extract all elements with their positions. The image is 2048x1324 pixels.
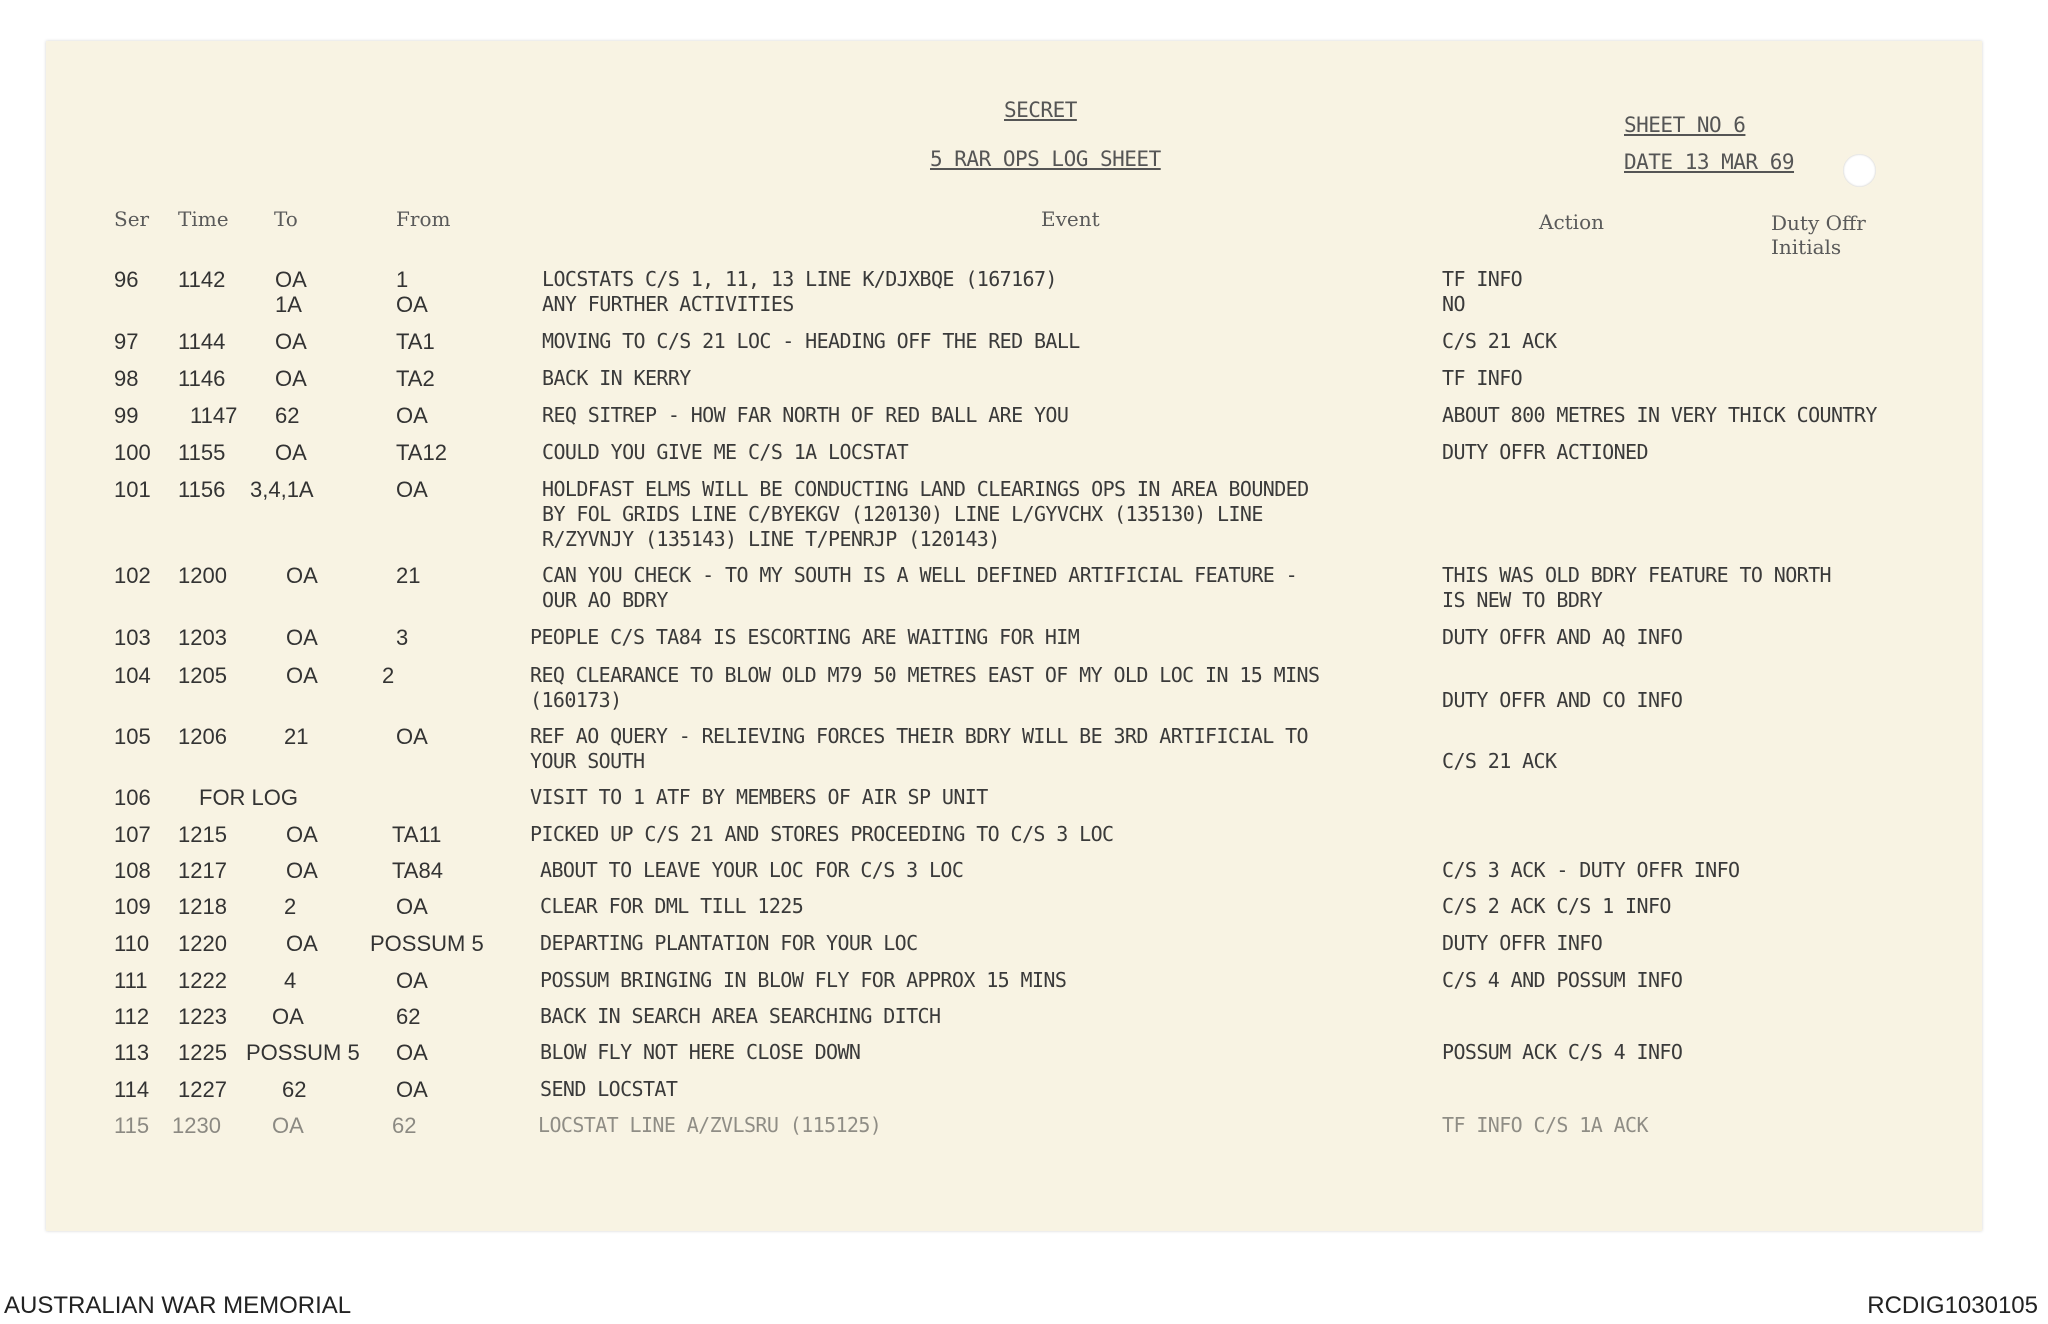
row-time: 1225 [178, 1040, 227, 1065]
row-time: 1223 [178, 1004, 227, 1029]
row-time: 1146 [178, 366, 226, 391]
row-event: COULD YOU GIVE ME C/S 1A LOCSTAT [542, 440, 909, 464]
row-to: 21 [284, 724, 309, 749]
row-from: OA [396, 968, 428, 993]
row-action: THIS WAS OLD BDRY FEATURE TO NORTH IS NEW TO BDRY [1442, 563, 1831, 612]
row-from: TA12 [396, 440, 447, 465]
sheet-date: DATE 13 MAR 69 [1624, 150, 1795, 174]
row-action: DUTY OFFR ACTIONED [1442, 440, 1648, 464]
row-to: OA [286, 858, 318, 883]
column-header-initials: Initials [1771, 235, 1842, 259]
column-header-to: To [274, 207, 298, 231]
row-action: ABOUT 800 METRES IN VERY THICK COUNTRY [1442, 403, 1877, 427]
row-to: OA [286, 931, 318, 956]
row-action: DUTY OFFR INFO [1442, 931, 1603, 955]
row-action: TF INFO C/S 1A ACK [1442, 1113, 1648, 1137]
row-ser: 109 [114, 894, 151, 919]
row-to: OA [286, 625, 318, 650]
row-from: 62 [392, 1113, 417, 1138]
row-ser: 105 [114, 724, 151, 749]
row-ser: 107 [114, 822, 151, 847]
row-to: OA [286, 563, 318, 588]
row-time: 1215 [178, 822, 227, 847]
row-from: 2 [382, 663, 395, 688]
row-action: POSSUM ACK C/S 4 INFO [1442, 1040, 1683, 1064]
row-event: ABOUT TO LEAVE YOUR LOC FOR C/S 3 LOC [540, 858, 964, 882]
column-header-from: From [396, 207, 451, 231]
row-ser: 96 [114, 267, 139, 292]
row-event: DEPARTING PLANTATION FOR YOUR LOC [540, 931, 918, 955]
row-from: TA84 [392, 858, 443, 883]
row-to: OA [286, 663, 318, 688]
row-from: POSSUM 5 [370, 931, 484, 956]
row-time: 1203 [178, 625, 227, 650]
row-ser: 108 [114, 858, 151, 883]
row-to: OA [272, 1004, 304, 1029]
row-from: OA [396, 403, 428, 428]
row-time: FOR LOG [199, 785, 299, 810]
row-from: 62 [396, 1004, 421, 1029]
row-action: DUTY OFFR AND CO INFO [1442, 688, 1683, 712]
row-time: 1156 [178, 477, 226, 502]
row-event: VISIT TO 1 ATF BY MEMBERS OF AIR SP UNIT [530, 785, 988, 809]
row-event: LOCSTAT LINE A/ZVLSRU (115125) [538, 1113, 882, 1137]
row-ser: 106 [114, 785, 151, 810]
row-to: POSSUM 5 [246, 1040, 360, 1065]
row-to: 62 [282, 1077, 307, 1102]
row-event: PICKED UP C/S 21 AND STORES PROCEEDING TO C/S 3 LOC [530, 822, 1114, 846]
row-time: 1227 [178, 1077, 227, 1102]
row-to: OA [275, 440, 307, 465]
row-time: 1144 [178, 329, 226, 354]
row-to: 2 [284, 894, 297, 919]
column-header-event: Event [1041, 207, 1100, 231]
row-event: BACK IN KERRY [542, 366, 691, 390]
row-from: OA [396, 894, 428, 919]
row-from: 1 OA [396, 267, 428, 317]
row-time: 1142 [178, 267, 226, 292]
row-from: TA2 [396, 366, 435, 391]
column-header-ser: Ser [114, 207, 150, 231]
row-from: OA [396, 724, 428, 749]
row-to: 62 [275, 403, 300, 428]
row-action: C/S 21 ACK [1442, 749, 1557, 773]
column-header-action: Action [1539, 210, 1604, 234]
row-time: 1205 [178, 663, 227, 688]
row-time: 1217 [178, 858, 227, 883]
row-from: TA11 [392, 822, 442, 847]
row-ser: 102 [114, 563, 151, 588]
punch-hole [1843, 154, 1876, 187]
row-event: PEOPLE C/S TA84 IS ESCORTING ARE WAITING FOR HIM [530, 625, 1080, 649]
row-time: 1230 [172, 1113, 221, 1138]
row-time: 1206 [178, 724, 227, 749]
row-event: LOCSTATS C/S 1, 11, 13 LINE K/DJXBQE (167167) ANY FURTHER ACTIVITIES [542, 267, 1057, 316]
row-event: MOVING TO C/S 21 LOC - HEADING OFF THE RED BALL [542, 329, 1080, 353]
row-time: 1222 [178, 968, 227, 993]
row-ser: 114 [114, 1077, 150, 1102]
row-to: OA [272, 1113, 304, 1138]
row-time: 1220 [178, 931, 227, 956]
row-event: SEND LOCSTAT [540, 1077, 678, 1101]
row-to: OA [275, 366, 307, 391]
row-action: C/S 3 ACK - DUTY OFFR INFO [1442, 858, 1740, 882]
row-event: BLOW FLY NOT HERE CLOSE DOWN [540, 1040, 861, 1064]
row-ser: 98 [114, 366, 139, 391]
row-from: TA1 [396, 329, 435, 354]
row-action: DUTY OFFR AND AQ INFO [1442, 625, 1683, 649]
row-time: 1155 [178, 440, 226, 465]
row-from: OA [396, 1040, 428, 1065]
column-header-time: Time [178, 207, 229, 231]
row-time: 1147 [190, 403, 238, 428]
row-event: BACK IN SEARCH AREA SEARCHING DITCH [540, 1004, 941, 1028]
log-title: 5 RAR OPS LOG SHEET [930, 147, 1161, 171]
row-from: OA [396, 1077, 428, 1102]
row-event: POSSUM BRINGING IN BLOW FLY FOR APPROX 15 MINS [540, 968, 1067, 992]
footer-record-id: RCDIG1030105 [1867, 1292, 2038, 1319]
row-to: OA [286, 822, 318, 847]
row-action: TF INFO NO [1442, 267, 1523, 316]
row-ser: 112 [114, 1004, 150, 1029]
row-ser: 104 [114, 663, 151, 688]
row-from: OA [396, 477, 428, 502]
row-event: REF AO QUERY - RELIEVING FORCES THEIR BDRY WILL BE 3RD ARTIFICIAL TO YOUR SOUTH [530, 724, 1308, 773]
row-action: C/S 21 ACK [1442, 329, 1557, 353]
row-to: 4 [284, 968, 297, 993]
row-action: TF INFO [1442, 366, 1523, 390]
sheet-number: SHEET NO 6 [1624, 113, 1746, 137]
row-event: CLEAR FOR DML TILL 1225 [540, 894, 804, 918]
row-ser: 111 [114, 968, 148, 993]
row-event: REQ CLEARANCE TO BLOW OLD M79 50 METRES EAST OF MY OLD LOC IN 15 MINS (160173) [530, 663, 1320, 712]
row-event: REQ SITREP - HOW FAR NORTH OF RED BALL ARE YOU [542, 403, 1069, 427]
log-sheet [46, 41, 1982, 1231]
row-ser: 97 [114, 329, 139, 354]
row-ser: 113 [114, 1040, 150, 1065]
footer-institution: AUSTRALIAN WAR MEMORIAL [4, 1292, 352, 1319]
row-to: 3,4,1A [250, 477, 314, 502]
row-action: C/S 4 AND POSSUM INFO [1442, 968, 1683, 992]
row-time: 1218 [178, 894, 227, 919]
column-header-duty-offr: Duty Offr [1771, 211, 1866, 235]
row-to: OA [275, 329, 307, 354]
row-to: OA 1A [275, 267, 307, 317]
row-action: C/S 2 ACK C/S 1 INFO [1442, 894, 1671, 918]
row-event: HOLDFAST ELMS WILL BE CONDUCTING LAND CLEARINGS OPS IN AREA BOUNDED BY FOL GRIDS LINE C/BYEKGV (120130) LINE L/GYVCHX (135130) LINE R/ZYVNJY (135143) LINE T/PENRJP (120143) [542, 477, 1309, 551]
row-ser: 101 [114, 477, 151, 502]
row-event: CAN YOU CHECK - TO MY SOUTH IS A WELL DEFINED ARTIFICIAL FEATURE - OUR AO BDRY [542, 563, 1298, 612]
row-ser: 110 [114, 931, 150, 956]
classification-heading: SECRET [1004, 98, 1077, 122]
row-from: 3 [396, 625, 409, 650]
row-ser: 115 [114, 1113, 150, 1138]
row-time: 1200 [178, 563, 227, 588]
row-ser: 103 [114, 625, 151, 650]
row-from: 21 [396, 563, 421, 588]
row-ser: 100 [114, 440, 151, 465]
row-ser: 99 [114, 403, 139, 428]
